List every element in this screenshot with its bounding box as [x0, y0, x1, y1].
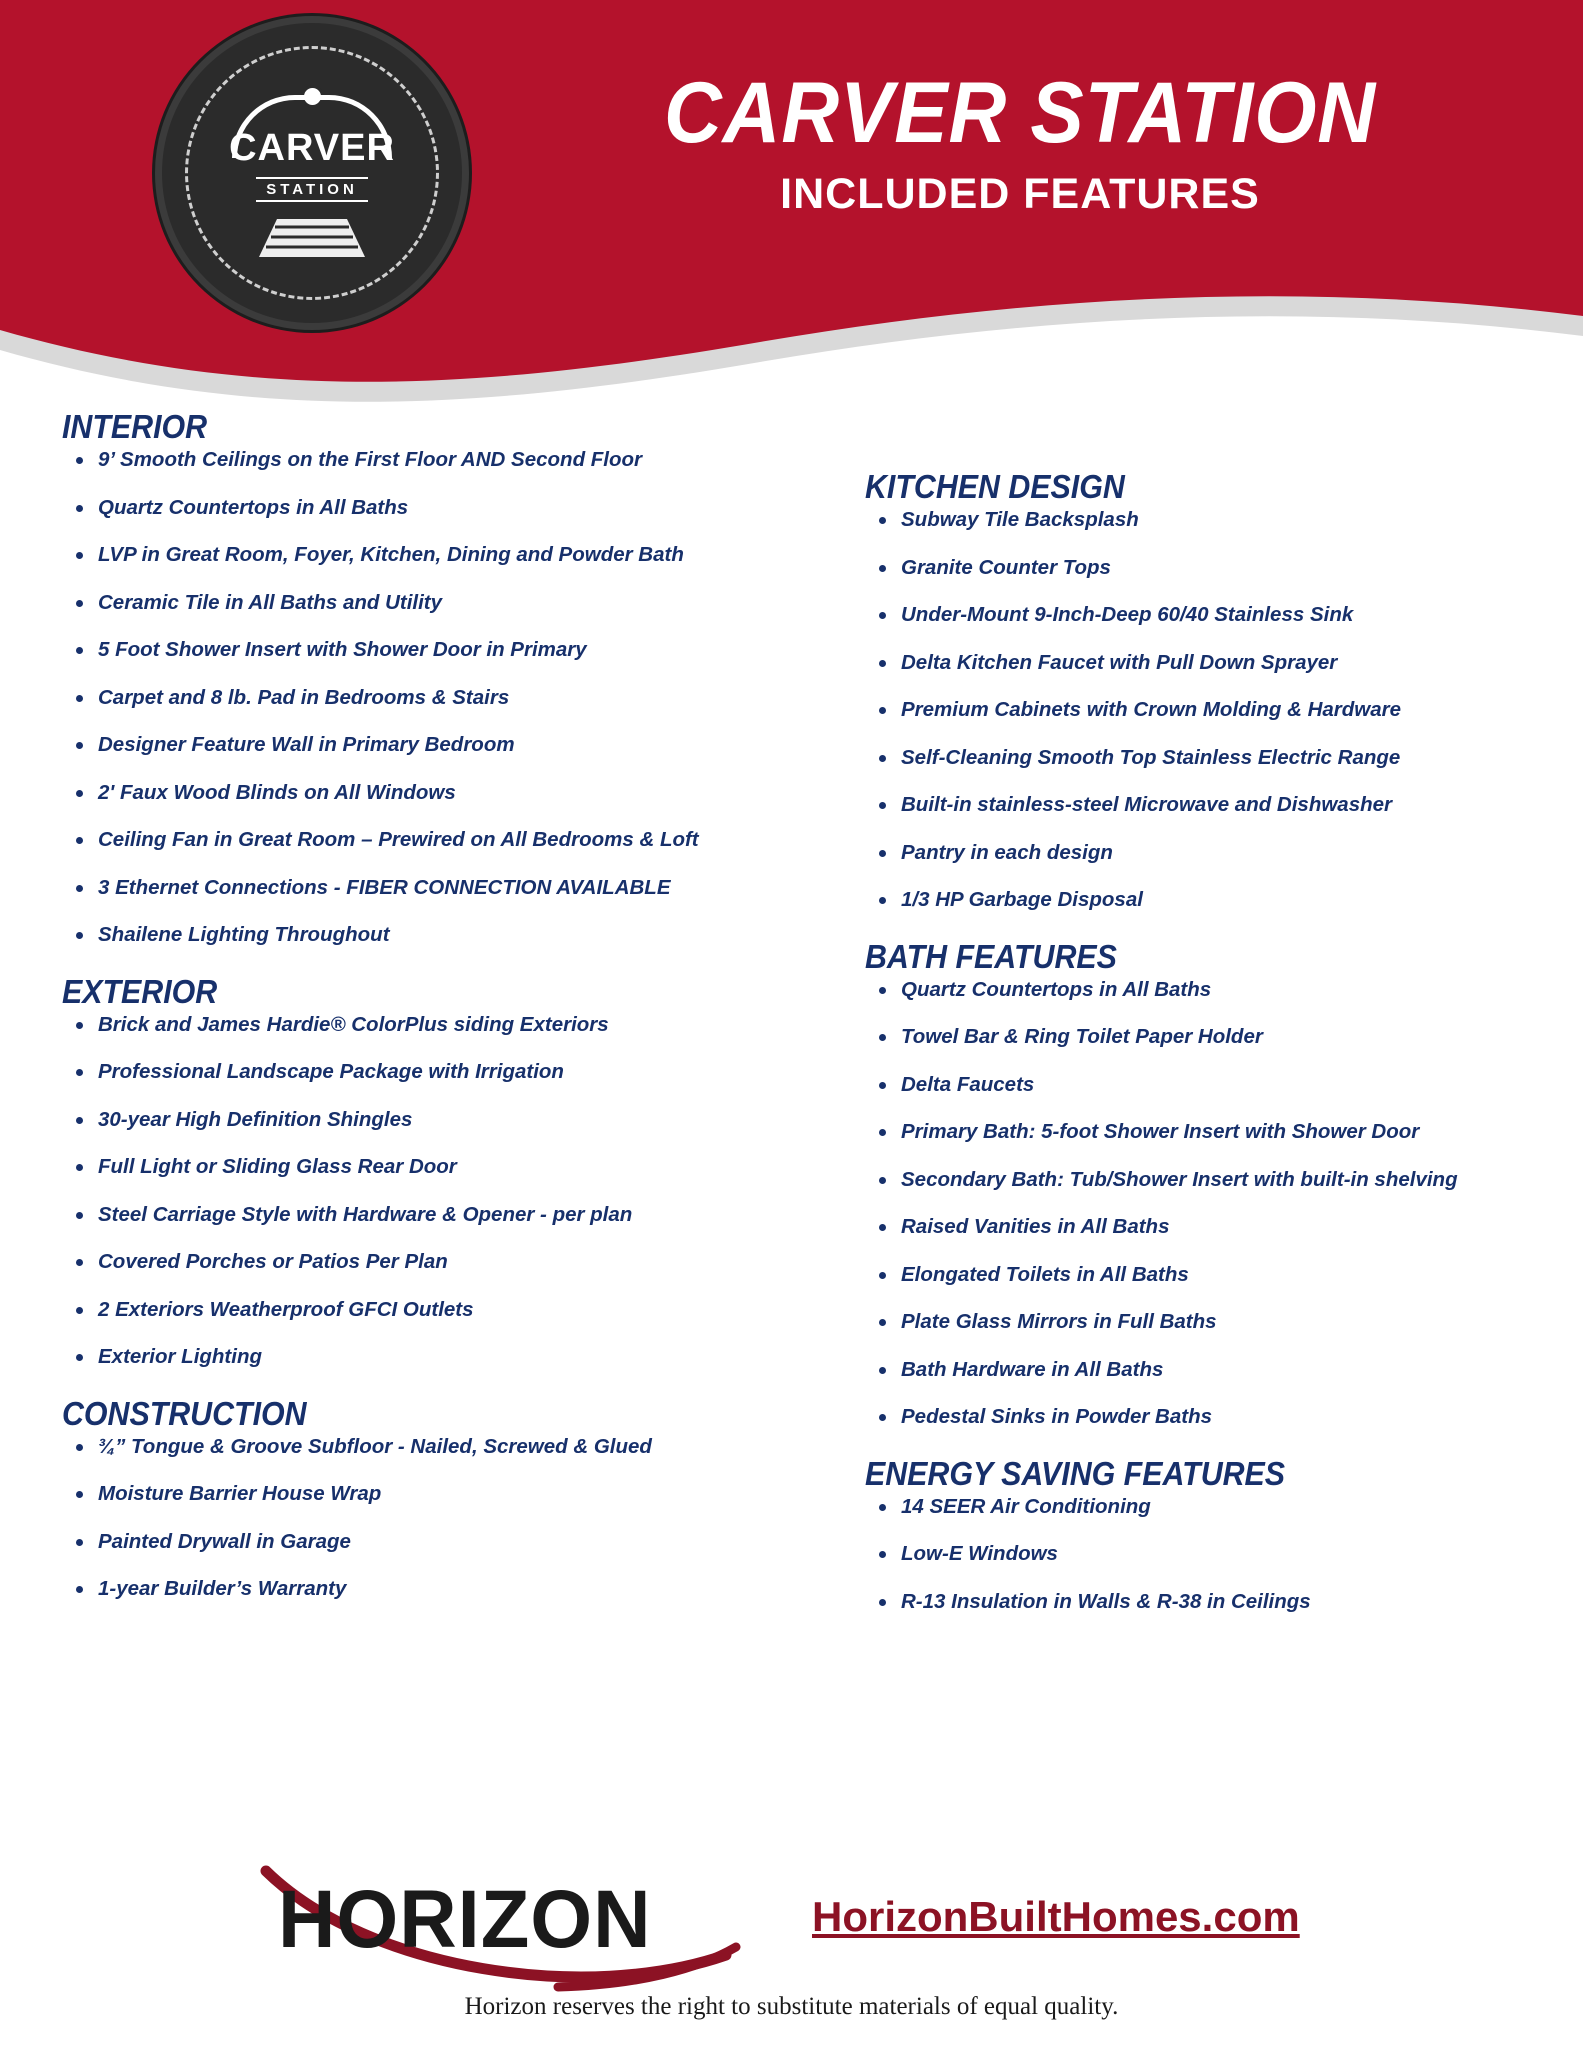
kitchen-feature-list [865, 510, 1565, 911]
list-item: R-13 Insulation in Walls & R-38 in Ceilings [865, 1592, 1565, 1613]
list-item: Granite Counter Tops [865, 558, 1565, 579]
section-heading-energy: ENERGY SAVING FEATURES [865, 1454, 1286, 1492]
list-item: Plate Glass Mirrors in Full Baths [865, 1312, 1565, 1333]
page-header [0, 0, 1583, 420]
list-item: Delta Faucets [865, 1075, 1565, 1096]
list-item: Covered Porches or Patios Per Plan [62, 1252, 822, 1273]
section-heading-exterior: EXTERIOR [62, 972, 218, 1010]
list-item: 2' Faux Wood Blinds on All Windows [62, 783, 822, 804]
list-item: 14 SEER Air Conditioning [865, 1497, 1565, 1518]
left-column [62, 408, 822, 1627]
list-item: Quartz Countertops in All Baths [865, 980, 1565, 1001]
right-column [865, 468, 1565, 1639]
page-subtitle: INCLUDED FEATURES [780, 170, 1260, 218]
list-item: 5 Foot Shower Insert with Shower Door in Primary [62, 640, 822, 661]
list-item: LVP in Great Room, Foyer, Kitchen, Dining and Powder Bath [62, 545, 822, 566]
list-item: 30-year High Definition Shingles [62, 1110, 822, 1131]
list-item: 1-year Builder’s Warranty [62, 1579, 822, 1600]
interior-feature-list [62, 450, 822, 946]
list-item: Subway Tile Backsplash [865, 510, 1565, 531]
construction-feature-list [62, 1434, 822, 1600]
list-item: Pantry in each design [865, 843, 1565, 864]
list-item: Low-E Windows [865, 1544, 1565, 1565]
list-item: Towel Bar & Ring Toilet Paper Holder [865, 1027, 1565, 1048]
list-item: Premium Cabinets with Crown Molding & Hardware [865, 700, 1565, 721]
list-item: Shailene Lighting Throughout [62, 925, 822, 946]
list-item: Ceiling Fan in Great Room – Prewired on All Bedrooms & Loft [62, 830, 822, 851]
list-item: Ceramic Tile in All Baths and Utility [62, 593, 822, 614]
list-item: Built-in stainless-steel Microwave and Dishwasher [865, 795, 1565, 816]
list-item: 1/3 HP Garbage Disposal [865, 890, 1565, 911]
list-item: Carpet and 8 lb. Pad in Bedrooms & Stairs [62, 688, 822, 709]
list-item: Painted Drywall in Garage [62, 1532, 822, 1553]
carver-station-logo [155, 16, 469, 330]
section-heading-construction: CONSTRUCTION [62, 1394, 307, 1432]
list-item: Pedestal Sinks in Powder Baths [865, 1407, 1565, 1428]
list-item: 2 Exteriors Weatherproof GFCI Outlets [62, 1300, 822, 1321]
list-item: 3 Ethernet Connections - FIBER CONNECTION AVAILABLE [62, 878, 822, 899]
website-link[interactable]: HorizonBuiltHomes.com [812, 1893, 1300, 1940]
list-item: Professional Landscape Package with Irrigation [62, 1062, 822, 1083]
logo-inner-ring [185, 46, 439, 300]
horizon-wordmark: HORIZON [278, 1874, 652, 1965]
section-heading-bath: BATH FEATURES [865, 937, 1117, 975]
list-item: 9’ Smooth Ceilings on the First Floor AND Second Floor [62, 450, 822, 471]
section-heading-interior: INTERIOR [62, 408, 208, 445]
list-item: Exterior Lighting [62, 1347, 822, 1368]
list-item: Self-Cleaning Smooth Top Stainless Electric Range [865, 748, 1565, 769]
list-item: Raised Vanities in All Baths [865, 1217, 1565, 1238]
list-item: Steel Carriage Style with Hardware & Opener - per plan [62, 1205, 822, 1226]
list-item: Elongated Toilets in All Baths [865, 1265, 1565, 1286]
logo-station-text: STATION [256, 177, 368, 202]
list-item: Brick and James Hardie® ColorPlus siding Exteriors [62, 1015, 822, 1036]
logo-rails-icon [257, 219, 367, 259]
section-heading-kitchen: KITCHEN DESIGN [865, 468, 1125, 505]
footer-disclaimer: Horizon reserves the right to substitute materials of equal quality. [464, 1993, 1119, 2020]
page-footer [0, 1845, 1583, 2048]
logo-carver-text: CARVER [229, 127, 395, 169]
page-title: CARVER STATION [663, 65, 1377, 161]
exterior-feature-list [62, 1012, 822, 1368]
list-item: Primary Bath: 5-foot Shower Insert with Shower Door [865, 1122, 1565, 1143]
energy-feature-list [865, 1494, 1565, 1613]
list-item: Delta Kitchen Faucet with Pull Down Sprayer [865, 653, 1565, 674]
list-item: Moisture Barrier House Wrap [62, 1484, 822, 1505]
title-block [520, 65, 1520, 219]
list-item: Full Light or Sliding Glass Rear Door [62, 1157, 822, 1178]
list-item: Quartz Countertops in All Baths [62, 498, 822, 519]
list-item: Secondary Bath: Tub/Shower Insert with built-in shelving [865, 1170, 1565, 1191]
list-item: Under-Mount 9-Inch-Deep 60/40 Stainless Sink [865, 605, 1565, 626]
list-item: Designer Feature Wall in Primary Bedroom [62, 735, 822, 756]
list-item: ¾” Tongue & Groove Subfloor - Nailed, Screwed & Glued [62, 1437, 822, 1458]
list-item: Bath Hardware in All Baths [865, 1360, 1565, 1381]
horizon-logo [278, 1863, 788, 1983]
bath-feature-list [865, 977, 1565, 1428]
